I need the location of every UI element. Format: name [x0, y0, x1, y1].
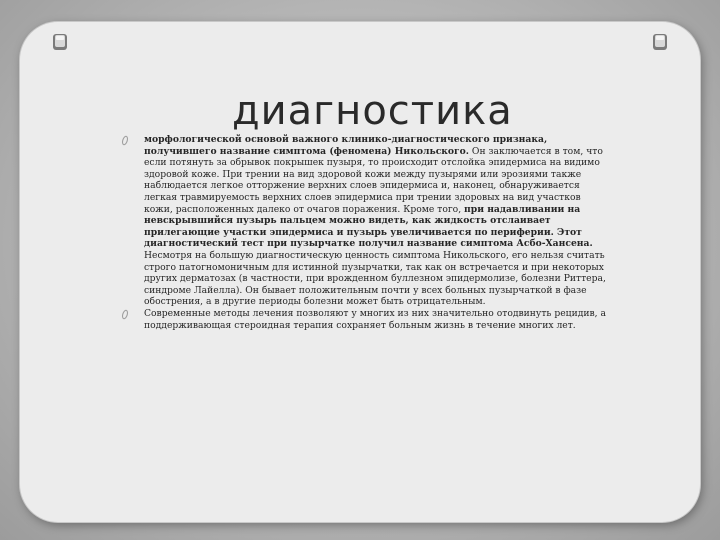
oval-bullet-icon [121, 309, 129, 320]
bullet-text: Он заключается в том, что если потянуть за обрывок покрышек пузыря, то происходит отслойка эпидермиса на видимо здоровой коже. При трении на вид здоровой кожи между пузырями или эрозиями также наблюдается легкое отторжение верхних слоев эпидермиса и, наконец, обнаруживается легкая травмируемость верхних слоев эпидермиса при трении здоровых на вид участков кожи, расположенных далеко от очагов поражения. Кроме того, [144, 145, 603, 215]
bullet-text: Современные методы лечения позволяют у многих из них значительно отодвинуть рецидив, а поддерживающая стероидная терапия сохраняет больным жизнь в течение многих лет. [144, 307, 606, 331]
bullet-text-bold: морфологической основой важного клинико-диагностического признака, получившего название симптома (феномена) Никольского. [144, 134, 548, 157]
pushpin-icon [50, 32, 70, 52]
bullet-text-bold: при надавливании на невскрывшийся пузырь пальцем можно видеть, как жидкость отслаивает прилегающие участки эпидермиса и пузырь увеличивается по периферии. Этот диагностический тест при пузырчатке получил название симптома Асбо-Хансена. [144, 203, 593, 250]
pushpin-icon [650, 32, 670, 52]
bullet-list [120, 134, 606, 331]
bullet-item [120, 308, 606, 331]
slide-title: диагностика [232, 88, 513, 134]
bullet-text: Несмотря на большую диагностическую ценность симптома Никольского, его нельзя считать строго патогномоничным для истинной пузырчатки, так как он встречается и при некоторых других дерматозах (в частности, при врожденном буллезном эпидермолизе, болезни Риттера, синдроме Лайелла). Он бывает положительным почти у всех больных пузырчаткой в фазе обострения, а в другие периоды болезни может быть отрицательным. [144, 249, 606, 308]
bullet-item [120, 134, 606, 308]
oval-bullet-icon [121, 135, 129, 146]
